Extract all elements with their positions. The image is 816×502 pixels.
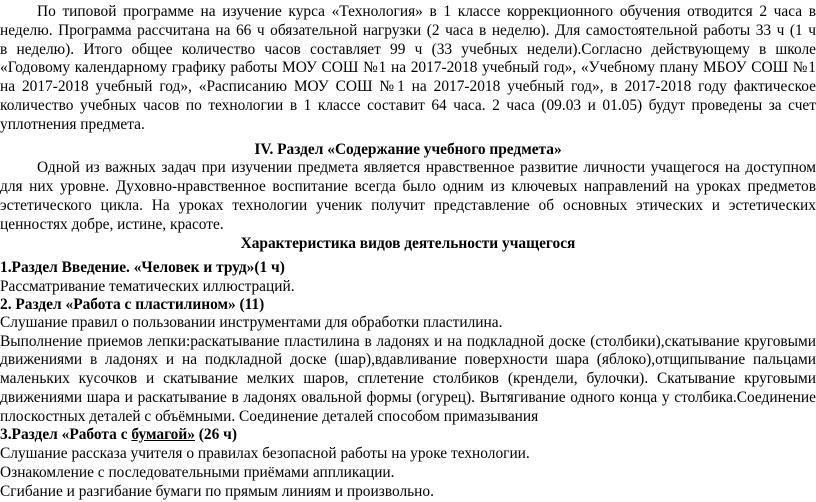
section4-line-1: Одной из важных задач при изучении предмета является нравственное развитие личности учащегося на доступном <box>37 159 816 177</box>
intro-line-5: на 2017-2018 учебный год», «Расписанию МОУ СОШ №1 на 2017-2018 учебный год», в 2017-2018 году фактическое <box>0 77 816 95</box>
topic3-line-1: Слушание рассказа учителя о правилах безопасной работы на уроке технологии. <box>0 445 530 463</box>
intro-line-7: уплотнения предмета. <box>0 115 145 133</box>
intro-line-1: По типовой программе на изучение курса «Технология» в 1 классе коррекционного обучения отводится 2 часа в <box>37 2 816 20</box>
topic2-line-5: движениями шара и раскатывание в ладонях овальной формы (огурец). Вытягивание одного конца у столбика.Соединение <box>0 389 816 407</box>
topic2-title: 2. Раздел «Работа с пластилином» (11) <box>0 295 265 313</box>
intro-line-3: в неделю). Итого общее количество часов составляет 99 ч (33 учебных недели).Согласно действующему в школе <box>0 40 816 58</box>
topic2-line-2: Выполнение приемов лепки:раскатывание пластилина в ладонях и на подкладной доске (столбики),скатывание круговыми <box>0 333 816 351</box>
section4-line-2: для них уровне. Духовно-нравственное воспитание всегда было одним из ключевых направлений на уроках предметов <box>0 178 816 196</box>
topic2-line-4: маленьких кусочков и скатывание мелких шаров, сплетение столбиков (крендели, булочки). Скатывание круговыми <box>0 370 816 388</box>
section4-line-4: ценностях добре, истине, красоте. <box>0 216 224 233</box>
section4-line-3: эстетического цикла. На уроках технологии ученик получит представление об основных этических и эстетических <box>0 197 816 214</box>
topic2-line-3: движениями в ладонях и на подкладной доске (шар),вдавливание поверхности шара (яблоко),отщипывание пальцами <box>0 351 816 369</box>
intro-line-2: неделю. Программа рассчитана на 66 ч обязательной нагрузки (2 часа в неделю). Для самостоятельной работы 33 ч (1 ч <box>0 21 816 39</box>
activity-heading: Характеристика видов деятельности учащегося <box>240 234 576 252</box>
intro-line-4: «Годовому календарному графику работы МОУ СОШ №1 на 2017-2018 учебный год», «Учебному плану МБОУ СОШ №1 <box>0 58 816 76</box>
topic3-title <box>0 425 816 445</box>
intro-line-6: количество учебных часов по технологии в 1 классе составит 64 часа. 2 часа (09.03 и 01.05) будут проведены за счет <box>0 96 816 114</box>
topic3-title-suffix: (26 ч) <box>194 426 237 444</box>
section4-heading: IV. Раздел «Содержание учебного предмета» <box>254 141 562 159</box>
topic3-title-underlined: бумагой» <box>131 426 195 444</box>
topic3-line-2: Ознакомление с последовательными приёмами аппликации. <box>0 464 395 482</box>
topic2-line-6: плоскостных деталей с объёмными. Соединение деталей способом примазывания <box>0 408 539 426</box>
topic1-line-1: Рассматривание тематических иллюстраций. <box>0 277 295 295</box>
topic3-line-3: Сгибание и разгибание бумаги по прямым линиям и произвольно. <box>0 483 434 500</box>
topic1-title: 1.Раздел Введение. «Человек и труд»(1 ч) <box>0 258 285 276</box>
topic3-title-prefix: 3.Раздел «Работа с <box>0 426 132 444</box>
topic2-line-1: Слушание правил о пользовании инструментами для обработки пластилина. <box>0 314 503 332</box>
